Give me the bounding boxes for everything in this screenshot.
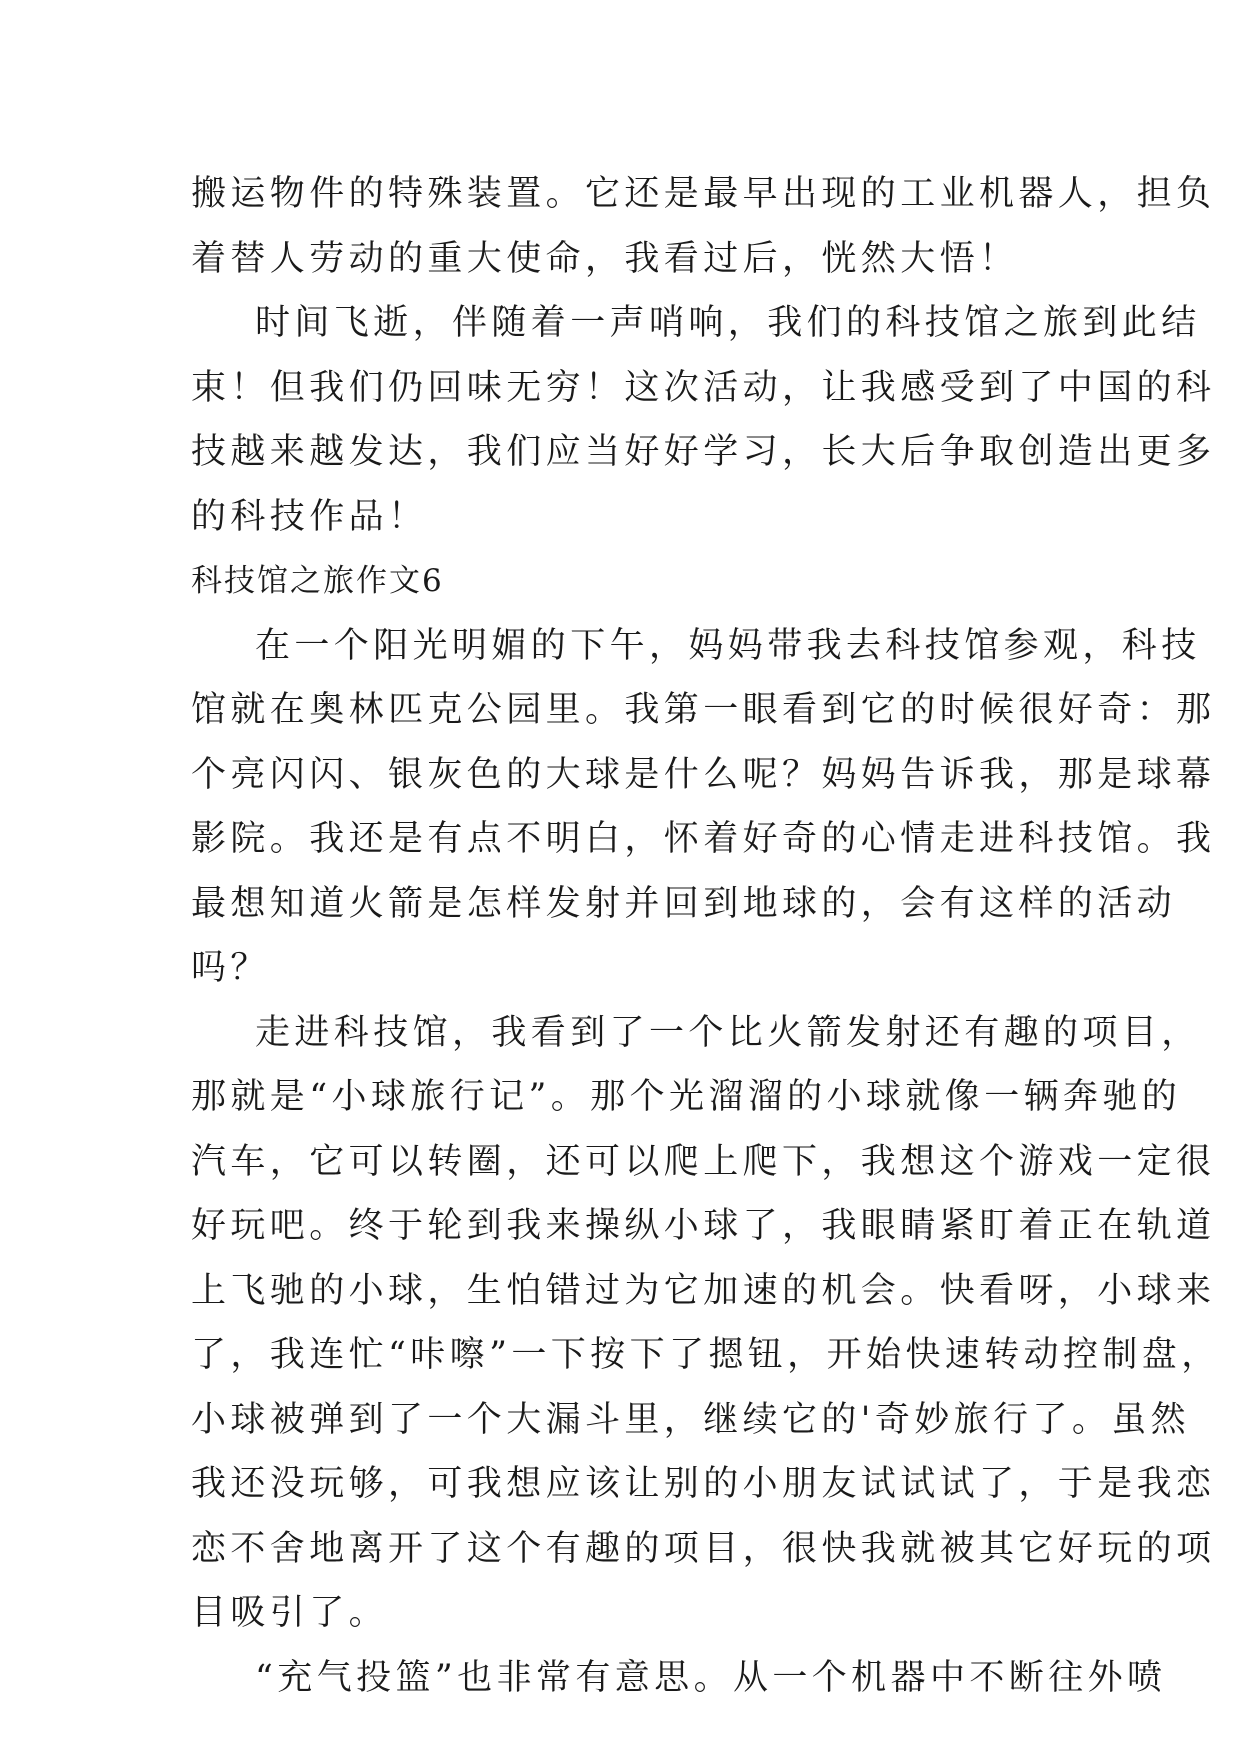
text-line: 走进科技馆，我看到了一个比火箭发射还有趣的项目，: [255, 1012, 1201, 1053]
paragraph: [191, 291, 1216, 549]
text-line: 的科技作品！: [191, 496, 428, 537]
section-title: 科技馆之旅作文6: [191, 563, 444, 599]
text-line: 汽车，它可以转圈，还可以爬上爬下，我想这个游戏一定很: [191, 1141, 1216, 1182]
text-line: 在一个阳光明媚的下午，妈妈带我去科技馆参观，科技: [255, 625, 1201, 666]
text-line: 目吸引了。: [191, 1593, 389, 1633]
text-line: 个亮闪闪、银灰色的大球是什么呢？妈妈告诉我，那是球幕: [191, 754, 1216, 795]
text-line: 那就是“小球旅行记”。那个光溜溜的小球就像一辆奔驰的: [191, 1077, 1182, 1117]
text-line: 我还没玩够，可我想应该让别的小朋友试试试了，于是我恋: [191, 1464, 1216, 1504]
text-line: 好玩吧。终于轮到我来操纵小球了，我眼睛紧盯着正在轨道: [191, 1206, 1216, 1246]
text-line: 吗？: [191, 948, 270, 988]
paragraph: [191, 162, 1216, 291]
text-line: 束！但我们仍回味无穷！这次活动，让我感受到了中国的科: [191, 367, 1216, 408]
text-line: 时间飞逝，伴随着一声哨响，我们的科技馆之旅到此结: [255, 303, 1201, 343]
paragraph: [191, 1646, 1167, 1711]
paragraph: [191, 1001, 1221, 1646]
text-line: 搬运物件的特殊装置。它还是最早出现的工业机器人，担负: [191, 174, 1216, 214]
text-line: 了，我连忙“咔嚓”一下按下了摁钮，开始快速转动控制盘，: [191, 1335, 1221, 1375]
text-line: 影院。我还是有点不明白，怀着好奇的心情走进科技馆。我: [191, 819, 1216, 859]
text-line: 技越来越发达，我们应当好好学习，长大后争取创造出更多: [191, 432, 1216, 472]
text-line: 上飞驰的小球，生怕错过为它加速的机会。快看呀，小球来: [191, 1270, 1216, 1311]
text-line: 最想知道火箭是怎样发射并回到地球的，会有这样的活动: [191, 883, 1177, 924]
text-line: 小球被弹到了一个大漏斗里，继续它的'奇妙旅行了。虽然: [191, 1399, 1191, 1440]
text-line: 恋不舍地离开了这个有趣的项目，很快我就被其它好玩的项: [191, 1528, 1216, 1569]
document-body: [191, 162, 1221, 1710]
text-line: 馆就在奥林匹克公园里。我第一眼看到它的时候很好奇：那: [191, 690, 1216, 730]
text-line: 着替人劳动的重大使命，我看过后，恍然大悟！: [191, 238, 1019, 279]
text-line: “充气投篮”也非常有意思。从一个机器中不断往外喷: [255, 1657, 1167, 1698]
paragraph: [191, 614, 1216, 1001]
